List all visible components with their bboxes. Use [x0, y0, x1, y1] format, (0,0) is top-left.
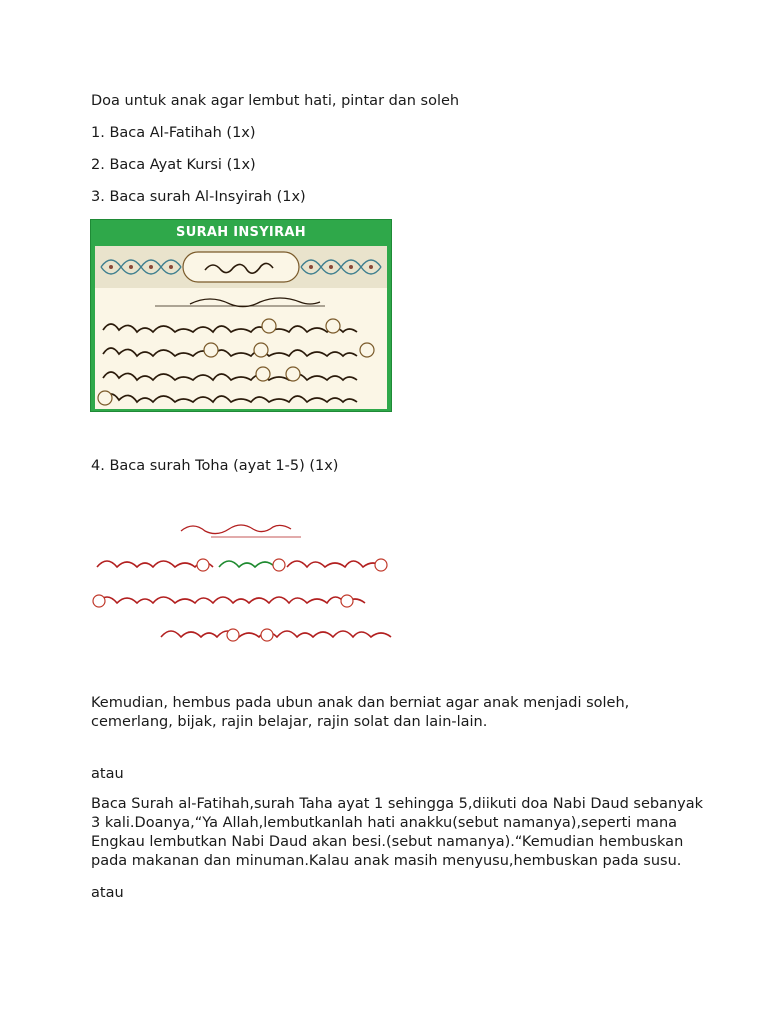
step-4: 4. Baca surah Toha (ayat 1-5) (1x) [91, 458, 339, 474]
surah-insyirah-heading: SURAH INSYIRAH [176, 225, 306, 240]
title-line: Doa untuk anak agar lembut hati, pintar dan soleh [91, 93, 460, 109]
paragraph-line: Baca Surah al-Fatihah,surah Taha ayat 1 sehingga 5,diikuti doa Nabi Daud sebanyak [91, 796, 704, 812]
atau-separator-2: atau [91, 885, 124, 901]
step-3: 3. Baca surah Al-Insyirah (1x) [91, 189, 306, 205]
paragraph-kemudian [91, 694, 691, 732]
paragraph-line: pada makanan dan minuman.Kalau anak masih menyusu,hembuskan pada susu. [91, 853, 682, 869]
surah-insyirah-text-panel [95, 246, 387, 409]
surah-toha-calligraphy [91, 515, 395, 655]
paragraph-line: 3 kali.Doanya,“Ya Allah,lembutkanlah hati anakku(sebut namanya),seperti mana [91, 815, 678, 831]
step-1: 1. Baca Al-Fatihah (1x) [91, 125, 256, 141]
atau-separator-1: atau [91, 766, 124, 782]
surah-insyirah-calligraphy [95, 246, 387, 409]
paragraph-baca-surah [91, 795, 704, 871]
surah-toha-image [91, 515, 395, 655]
paragraph-line: Kemudian, hembus pada ubun anak dan berniat agar anak menjadi soleh, [91, 695, 630, 711]
paragraph-line: Engkau lembutkan Nabi Daud akan besi.(sebut namanya).“Kemudian hembuskan [91, 834, 684, 850]
paragraph-line: cemerlang, bijak, rajin belajar, rajin solat dan lain-lain. [91, 714, 488, 730]
surah-insyirah-image [90, 219, 392, 412]
step-2: 2. Baca Ayat Kursi (1x) [91, 157, 256, 173]
